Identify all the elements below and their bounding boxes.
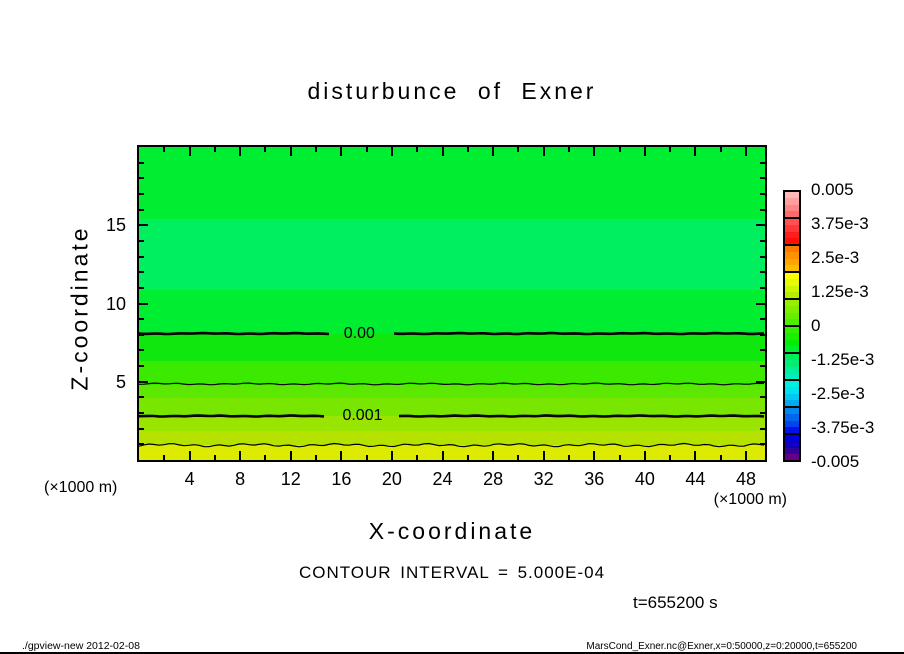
footer-left: ./gpview-new 2012-02-08 <box>22 640 140 652</box>
tick-mark <box>467 147 469 152</box>
tick-mark <box>442 451 444 460</box>
plot-area <box>137 145 767 462</box>
colorbar-segment <box>785 406 799 433</box>
tick-mark <box>760 334 765 336</box>
tick-mark <box>139 381 148 383</box>
x-tick-label: 24 <box>432 469 453 489</box>
footer-right: MarsCond_Exner.nc@Exner,x=0:50000,z=0:20000,t=655200 <box>586 641 857 652</box>
colorbar-segment <box>785 325 799 352</box>
tick-mark <box>467 455 469 460</box>
y-axis-label: Z-coordinate <box>66 225 93 391</box>
tick-mark <box>568 147 570 152</box>
tick-mark <box>568 455 570 460</box>
contour-line-label: 0.001 <box>342 407 383 425</box>
tick-mark <box>517 455 519 460</box>
tick-mark <box>644 147 646 156</box>
tick-mark <box>760 412 765 414</box>
tick-mark <box>139 365 144 367</box>
colorbar-tick-label: 1.25e-3 <box>811 282 869 301</box>
tick-mark <box>139 412 144 414</box>
tick-mark <box>756 381 765 383</box>
x-tick-label: 48 <box>736 469 757 489</box>
tick-mark <box>340 147 342 156</box>
tick-mark <box>760 443 765 445</box>
plot-inner <box>139 147 765 460</box>
x-tick-label: 28 <box>483 469 504 489</box>
tick-mark <box>139 396 144 398</box>
tick-mark <box>139 303 148 305</box>
tick-mark <box>760 365 765 367</box>
x-tick-label: 40 <box>634 469 655 489</box>
colorbar-segment <box>785 298 799 325</box>
tick-mark <box>416 147 418 152</box>
tick-mark <box>720 147 722 152</box>
tick-mark <box>760 271 765 273</box>
tick-mark <box>139 224 148 226</box>
contour-line <box>139 443 764 446</box>
y-tick-label: 5 <box>115 371 126 392</box>
x-tick-label: 44 <box>685 469 706 489</box>
tick-mark <box>163 455 165 460</box>
tick-mark <box>669 455 671 460</box>
colorbar-strip <box>785 454 799 460</box>
tick-mark <box>239 451 241 460</box>
tick-mark <box>760 349 765 351</box>
tick-mark <box>760 162 765 164</box>
colorbar-tick-label: 0.005 <box>811 180 854 199</box>
time-annotation: t=655200 s <box>633 593 718 612</box>
colorbar-segment <box>785 379 799 406</box>
tick-mark <box>139 193 144 195</box>
tick-mark <box>543 451 545 460</box>
tick-mark <box>760 240 765 242</box>
x-tick-label: 36 <box>584 469 605 489</box>
tick-mark <box>315 455 317 460</box>
tick-mark <box>214 147 216 152</box>
tick-mark <box>644 451 646 460</box>
contour-line <box>139 416 764 417</box>
tick-mark <box>163 147 165 152</box>
tick-mark <box>416 455 418 460</box>
tick-mark <box>139 209 144 211</box>
x-tick-label: 20 <box>381 469 402 489</box>
tick-mark <box>745 451 747 460</box>
tick-mark <box>756 303 765 305</box>
colorbar-tick-label: -0.005 <box>811 452 860 471</box>
tick-mark <box>694 451 696 460</box>
tick-mark <box>315 147 317 152</box>
tick-mark <box>214 455 216 460</box>
tick-mark <box>139 271 144 273</box>
contour-lines-svg <box>139 147 765 460</box>
colorbar-tick-label: -3.75e-3 <box>811 418 875 437</box>
tick-mark <box>139 443 144 445</box>
tick-mark <box>290 147 292 156</box>
tick-mark <box>756 224 765 226</box>
x-tick-label: 32 <box>533 469 554 489</box>
tick-mark <box>593 451 595 460</box>
colorbar-segment <box>785 217 799 244</box>
tick-mark <box>694 147 696 156</box>
colorbar-segment <box>785 192 799 217</box>
tick-mark <box>619 147 621 152</box>
tick-mark <box>760 177 765 179</box>
tick-mark <box>139 334 144 336</box>
chart-title: disturbunce of Exner <box>307 78 597 104</box>
tick-mark <box>391 147 393 156</box>
tick-mark <box>264 455 266 460</box>
colorbar-tick-label: 0 <box>811 316 821 335</box>
tick-mark <box>745 147 747 156</box>
tick-mark <box>139 256 144 258</box>
tick-mark <box>669 147 671 152</box>
tick-mark <box>139 287 144 289</box>
colorbar-tick-label: 3.75e-3 <box>811 214 869 233</box>
tick-mark <box>139 177 144 179</box>
x-axis-label: X-coordinate <box>368 518 536 544</box>
contour-line <box>139 383 764 385</box>
tick-mark <box>760 256 765 258</box>
colorbar-segment <box>785 244 799 271</box>
contour-interval-note: CONTOUR INTERVAL = 5.000E-04 <box>298 563 606 582</box>
colorbar-segment <box>785 271 799 298</box>
colorbar-tick-label: 2.5e-3 <box>811 248 860 267</box>
tick-mark <box>189 451 191 460</box>
tick-mark <box>264 147 266 152</box>
tick-mark <box>720 455 722 460</box>
tick-mark <box>543 147 545 156</box>
tick-mark <box>760 428 765 430</box>
tick-mark <box>139 240 144 242</box>
tick-mark <box>189 147 191 156</box>
tick-mark <box>442 147 444 156</box>
tick-mark <box>139 318 144 320</box>
tick-mark <box>139 349 144 351</box>
x-tick-label: 8 <box>235 469 246 489</box>
tick-mark <box>760 287 765 289</box>
x-tick-label: 12 <box>280 469 301 489</box>
tick-mark <box>139 162 144 164</box>
colorbar-segment <box>785 433 799 460</box>
x-tick-label: 4 <box>184 469 195 489</box>
tick-mark <box>492 451 494 460</box>
tick-mark <box>593 147 595 156</box>
contour-line <box>139 333 764 334</box>
tick-mark <box>619 455 621 460</box>
tick-mark <box>391 451 393 460</box>
tick-mark <box>366 455 368 460</box>
tick-mark <box>492 147 494 156</box>
y-tick-label: 10 <box>105 293 126 314</box>
tick-mark <box>290 451 292 460</box>
colorbar-segment <box>785 352 799 379</box>
colorbar-tick-label: -1.25e-3 <box>811 350 875 369</box>
colorbar-tick-label: -2.5e-3 <box>811 384 865 403</box>
tick-mark <box>760 318 765 320</box>
tick-mark <box>366 147 368 152</box>
y-tick-label: 15 <box>105 215 126 236</box>
tick-mark <box>239 147 241 156</box>
colorbar <box>783 190 801 462</box>
tick-mark <box>760 193 765 195</box>
tick-mark <box>760 396 765 398</box>
tick-mark <box>760 209 765 211</box>
tick-mark <box>340 451 342 460</box>
x-axis-unit: (×1000 m) <box>713 491 787 508</box>
y-axis-unit: (×1000 m) <box>44 479 118 496</box>
tick-mark <box>139 428 144 430</box>
tick-mark <box>517 147 519 152</box>
x-tick-label: 16 <box>331 469 352 489</box>
contour-line-label: 0.00 <box>343 324 375 342</box>
